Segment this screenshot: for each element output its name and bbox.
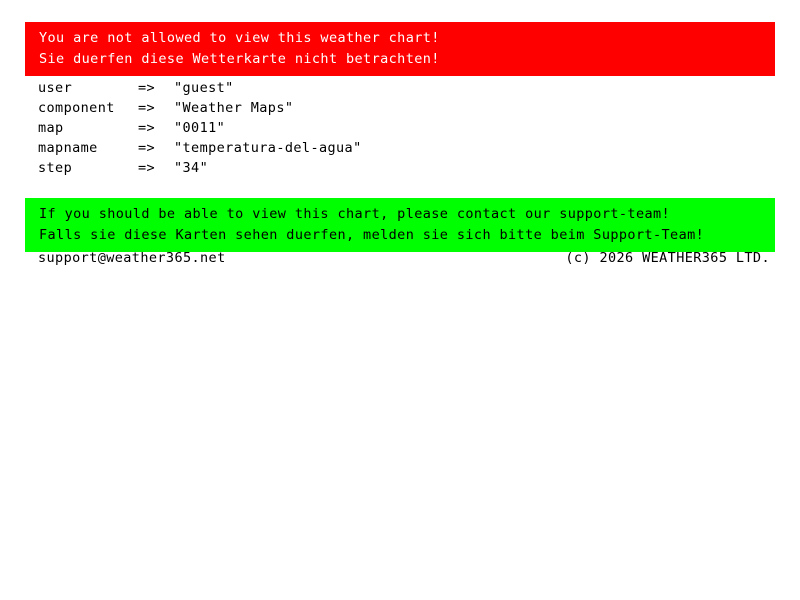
error-banner-line-en: You are not allowed to view this weather chart!: [39, 30, 440, 46]
parameter-key: map: [38, 120, 64, 136]
parameter-arrow: =>: [138, 100, 156, 116]
parameter-arrow: =>: [138, 120, 156, 136]
parameter-value: "34": [174, 160, 209, 176]
support-note-line-de: Falls sie diese Karten sehen duerfen, melden sie sich bitte beim Support-Team!: [39, 227, 705, 243]
error-banner-line-de: Sie duerfen diese Wetterkarte nicht betrachten!: [39, 51, 440, 67]
support-email-link[interactable]: support@weather365.net: [38, 250, 226, 266]
support-note-banner: [25, 198, 775, 252]
parameter-arrow: =>: [138, 140, 156, 156]
error-banner: [25, 22, 775, 76]
parameter-key: mapname: [38, 140, 98, 156]
parameter-row-user: [38, 80, 778, 100]
parameter-value: "guest": [174, 80, 234, 96]
parameter-list: [38, 80, 778, 180]
page-footer: [38, 250, 770, 266]
copyright-text: (c) 2026 WEATHER365 LTD.: [565, 250, 770, 266]
parameter-key: user: [38, 80, 73, 96]
parameter-value: "Weather Maps": [174, 100, 294, 116]
parameter-value: "temperatura-del-agua": [174, 140, 362, 156]
parameter-row-component: [38, 100, 778, 120]
parameter-row-map: [38, 120, 778, 140]
parameter-value: "0011": [174, 120, 226, 136]
parameter-key: component: [38, 100, 115, 116]
parameter-row-mapname: [38, 140, 778, 160]
parameter-arrow: =>: [138, 160, 156, 176]
support-note-line-en: If you should be able to view this chart, please contact our support-team!: [39, 206, 671, 222]
parameter-key: step: [38, 160, 73, 176]
parameter-row-step: [38, 160, 778, 180]
parameter-arrow: =>: [138, 80, 156, 96]
